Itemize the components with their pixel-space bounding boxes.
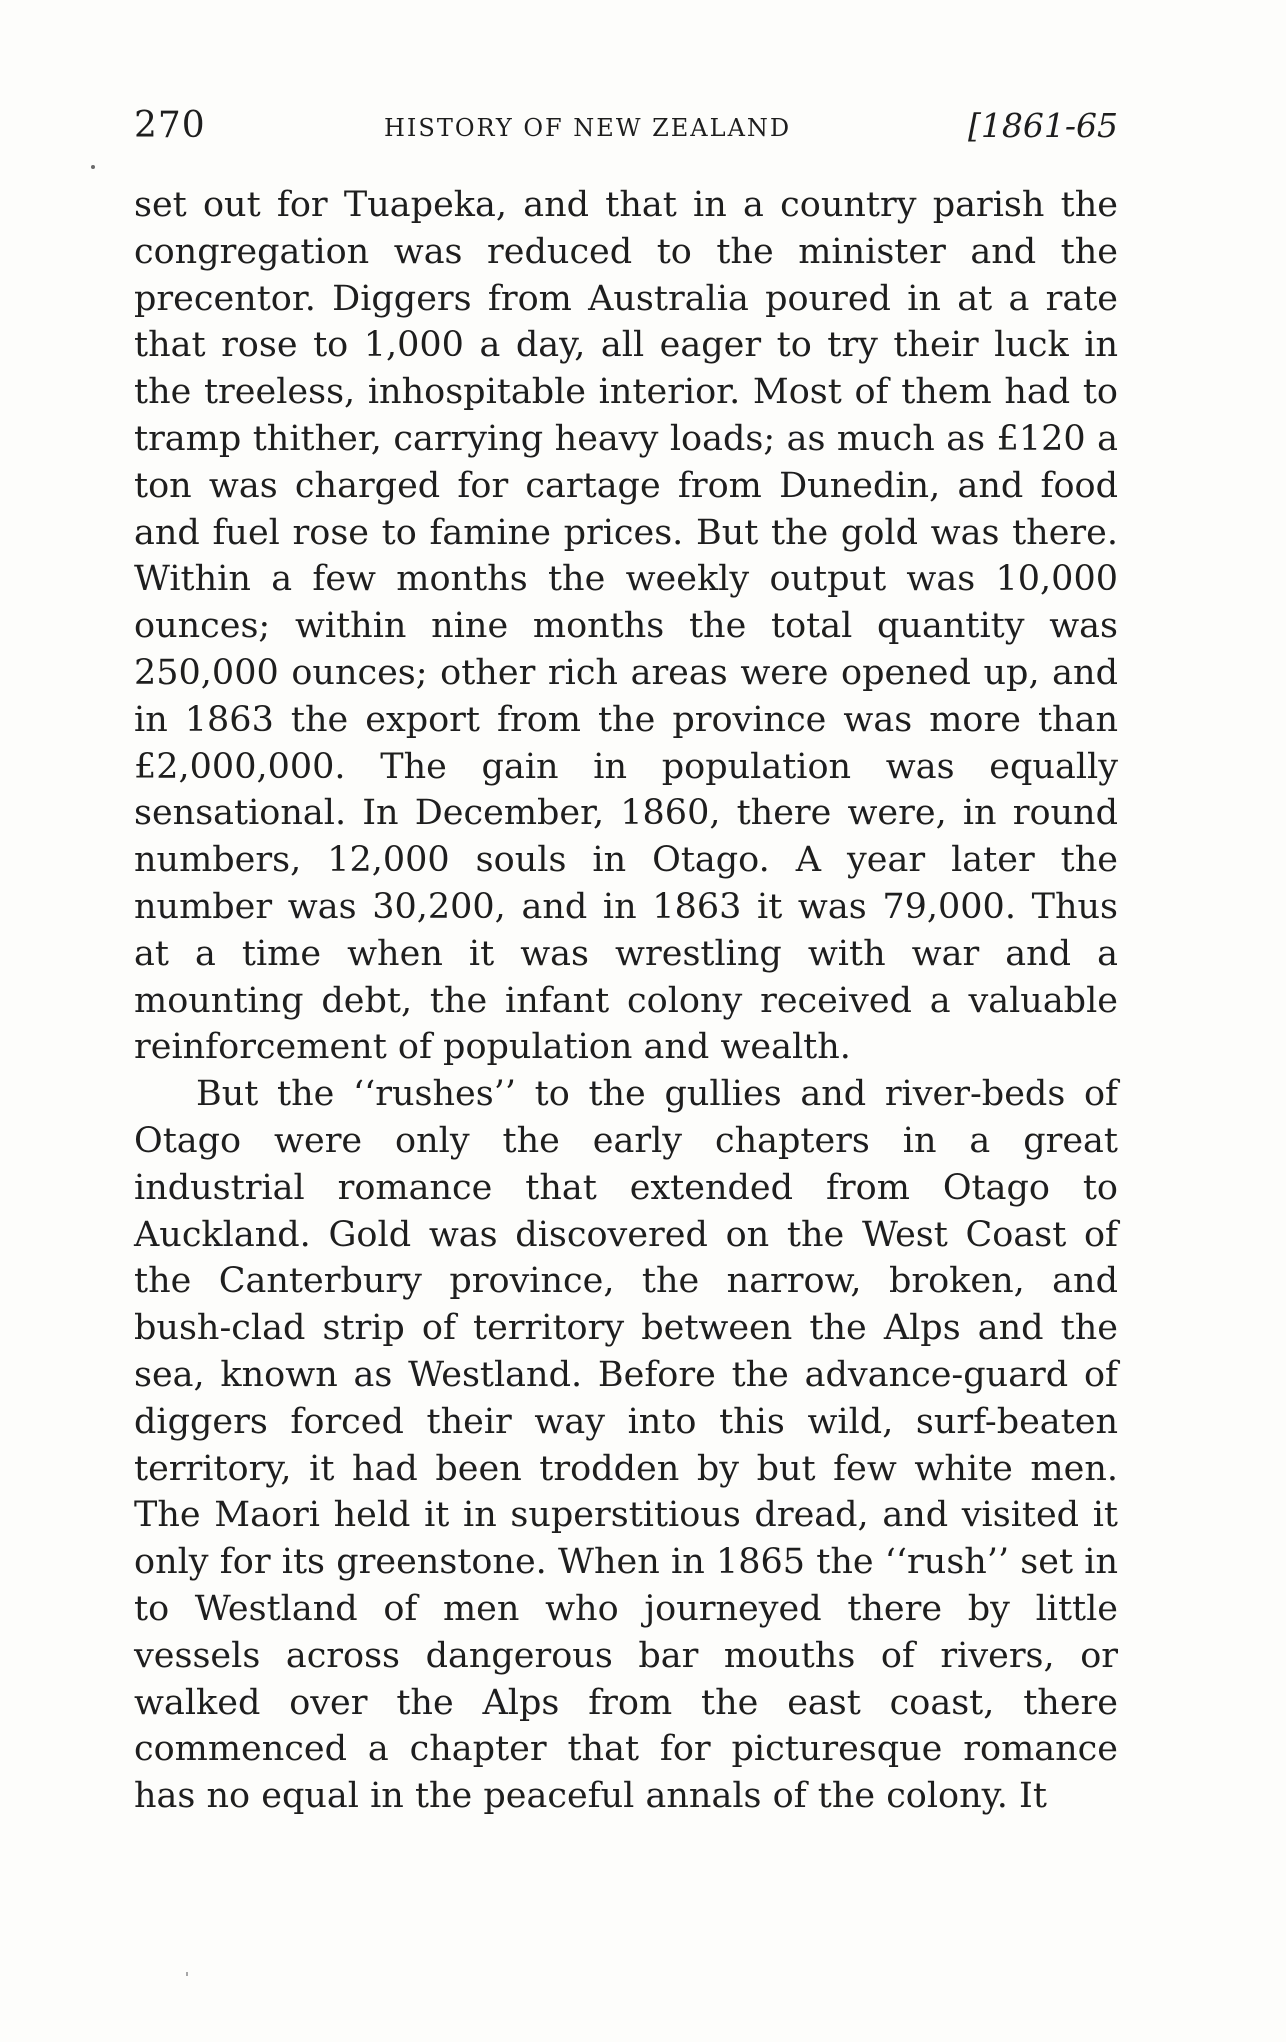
body-text [134, 182, 1118, 1820]
running-head [134, 102, 1118, 152]
running-title: HISTORY OF NEW ZEALAND [384, 114, 792, 142]
page-number: 270 [134, 105, 206, 146]
date-range: [1861-65 [968, 106, 1118, 145]
paragraph-1: set out for Tuapeka, and that in a country parish the congregation was reduced to the minister and the precentor. Diggers from Australia poured in at a rate that rose to 1,000 a day, all eager to try their luck in the treeless, inhospitable interior. Most of them had to tramp thither, carrying heavy loads; as much as £120 a ton was charged for cartage from Dunedin, and food and fuel rose to famine prices. But the gold was there. Within a few months the weekly output was 10,000 ounces; within nine months the total quantity was 250,000 ounces; other rich areas were opened up, and in 1863 the export from the province was more than £2,000,000. The gain in population was equally sensational. In December, 1860, there were, in round numbers, 12,000 souls in Otago. A year later the number was 30,200, and in 1863 it was 79,000. Thus at a time when it was wrestling with war and a mounting debt, the infant colony received a valuable reinforcement of population and wealth. [134, 185, 1118, 1068]
stray-mark [186, 1972, 188, 1976]
stray-dot [91, 165, 95, 169]
paragraph-2: But the ‘‘rushes’’ to the gullies and river-beds of Otago were only the early chapters in a great industrial romance that extended from Otago to Auckland. Gold was discovered on the West Coast of the Canterbury province, the narrow, broken, and bush-clad strip of territory between the Alps and the sea, known as Westland. Before the advance-guard of diggers forced their way into this wild, surf-beaten territory, it had been trodden by but few white men. The Maori held it in superstitious dread, and visited it only for its greenstone. When in 1865 the ‘‘rush’’ set in to Westland of men who journeyed there by little vessels across dangerous bar mouths of rivers, or walked over the Alps from the east coast, there commenced a chapter that for picturesque romance has no equal in the peaceful annals of the colony. It [134, 1074, 1118, 1817]
